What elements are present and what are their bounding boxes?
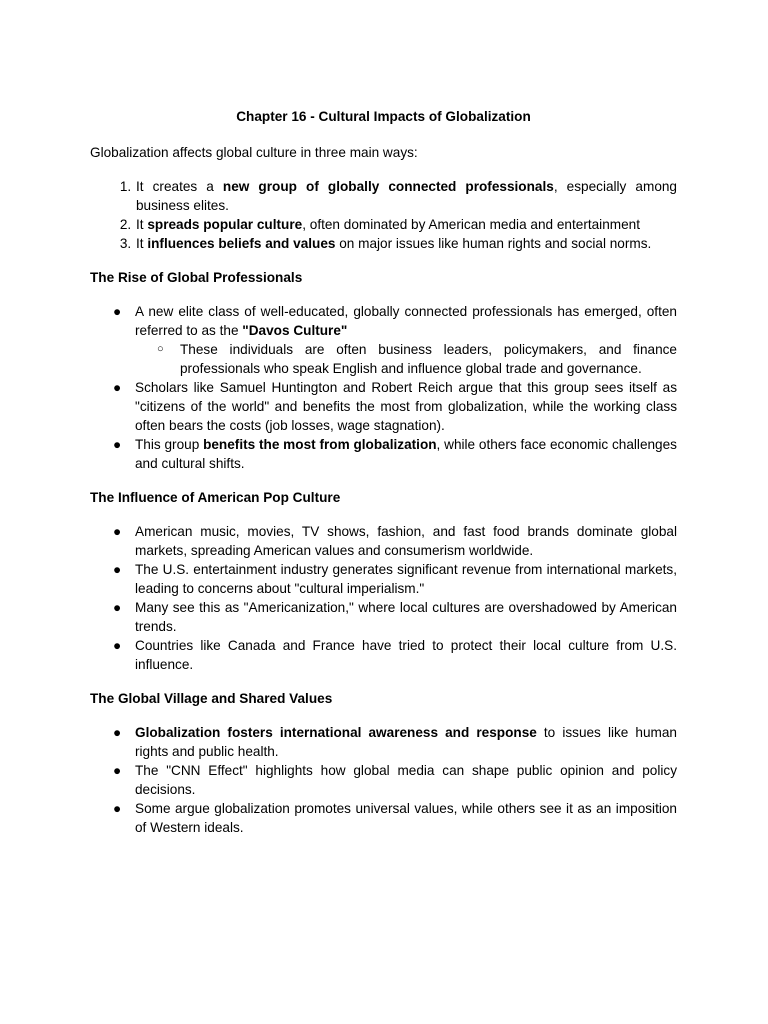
document-body xyxy=(90,107,677,852)
list-item: ● Some argue globalization promotes universal values, while others see it as an imposition of Western ideals. xyxy=(113,801,677,835)
bullet-icon: ● xyxy=(113,638,122,653)
section-bullets xyxy=(90,302,677,473)
bullet-icon: ● xyxy=(113,600,122,615)
sub-bullets xyxy=(135,340,677,378)
list-item: ● The "CNN Effect" highlights how global media can shape public opinion and policy decisions. xyxy=(113,763,677,797)
hollow-bullet-icon: ○ xyxy=(157,343,164,355)
section-bullets xyxy=(90,522,677,674)
list-item: ● Scholars like Samuel Huntington and Robert Reich argue that this group sees itself as "citizens of the world" and benefits the most from globalization, while the working class often bears the costs (job losses, wage stagnation). xyxy=(113,380,677,433)
list-item: 2. It spreads popular culture, often dominated by American media and entertainment xyxy=(135,215,677,234)
bullet-icon: ● xyxy=(113,801,122,816)
bullet-icon: ● xyxy=(113,380,122,395)
section-heading: The Rise of Global Professionals xyxy=(90,270,303,285)
list-item: ● Globalization fosters international awareness and response to issues like human rights and public health. xyxy=(113,725,677,759)
bullet-icon: ● xyxy=(113,763,122,778)
list-item: ● Countries like Canada and France have tried to protect their local culture from U.S. influence. xyxy=(113,638,677,672)
list-item: 3. It influences beliefs and values on major issues like human rights and social norms. xyxy=(135,234,677,253)
list-item: 1. It creates a new group of globally connected professionals, especially among business elites. xyxy=(135,177,677,215)
bullet-icon: ● xyxy=(113,725,122,740)
section-bullets xyxy=(90,723,677,837)
section-heading: The Global Village and Shared Values xyxy=(90,691,333,706)
intro-paragraph: Globalization affects global culture in three main ways: xyxy=(90,145,418,160)
list-item: ● American music, movies, TV shows, fashion, and fast food brands dominate global markets, spreading American values and consumerism worldwide. xyxy=(113,524,677,558)
bullet-icon: ● xyxy=(113,524,122,539)
list-item: ● Many see this as "Americanization," where local cultures are overshadowed by American trends. xyxy=(113,600,677,634)
list-item: ● A new elite class of well-educated, globally connected professionals has emerged, often referred to as the "Davos Culture" ○ These individuals are often business leaders, policymakers, and finance professionals who speak English and influence global trade and governance. xyxy=(113,304,677,376)
bullet-icon: ● xyxy=(113,562,122,577)
bullet-icon: ● xyxy=(113,437,122,452)
bullet-icon: ● xyxy=(113,304,122,319)
section-heading: The Influence of American Pop Culture xyxy=(90,490,341,505)
list-item: ○ These individuals are often business leaders, policymakers, and finance professionals who speak English and influence global trade and governance. xyxy=(157,342,677,376)
list-item: ● This group benefits the most from globalization, while others face economic challenges and cultural shifts. xyxy=(113,437,677,471)
page-title: Chapter 16 - Cultural Impacts of Globalization xyxy=(236,109,531,124)
main-ways-list xyxy=(90,177,677,253)
list-item: ● The U.S. entertainment industry generates significant revenue from international markets, leading to concerns about "cultural imperialism." xyxy=(113,562,677,596)
